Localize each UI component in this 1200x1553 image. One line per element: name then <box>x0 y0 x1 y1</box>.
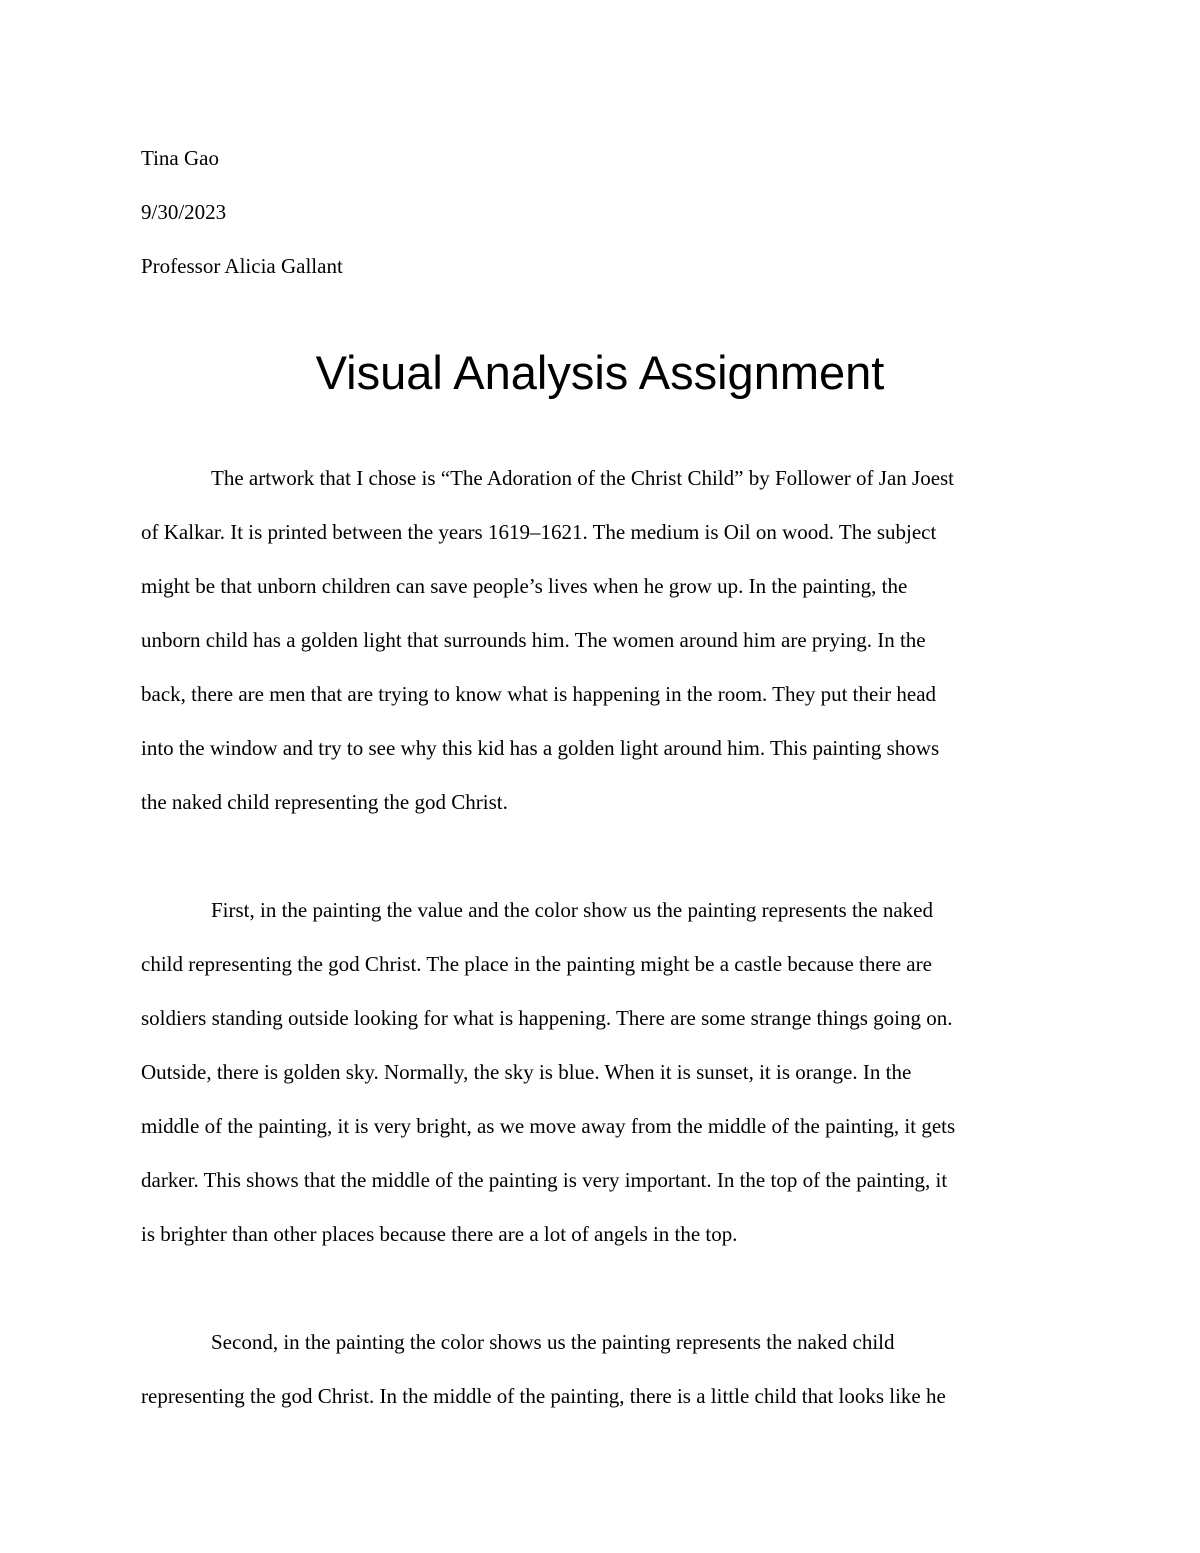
professor-name: Professor Alicia Gallant <box>141 254 343 278</box>
paragraph-line: Second, in the painting the color shows us the painting represents the naked child <box>211 1330 895 1354</box>
paragraph-line: The artwork that I chose is “The Adoration of the Christ Child” by Follower of Jan Joest <box>211 466 955 490</box>
paragraph-line: is brighter than other places because there are a lot of angels in the top. <box>141 1222 738 1246</box>
paragraph-line: child representing the god Christ. The place in the painting might be a castle because there are <box>141 952 932 976</box>
paragraph-line: middle of the painting, it is very bright, as we move away from the middle of the painting, it gets <box>141 1114 956 1138</box>
paragraph-line: representing the god Christ. In the middle of the painting, there is a little child that looks like he <box>141 1384 946 1408</box>
paragraph-line: soldiers standing outside looking for what is happening. There are some strange things going on. <box>141 1006 953 1030</box>
paragraph-line: First, in the painting the value and the color show us the painting represents the naked <box>211 898 933 922</box>
paragraph-line: of Kalkar. It is printed between the years 1619–1621. The medium is Oil on wood. The subject <box>141 520 937 544</box>
author-name: Tina Gao <box>141 146 219 170</box>
paragraph-line: darker. This shows that the middle of the painting is very important. In the top of the painting, it <box>141 1168 948 1192</box>
document-title: Visual Analysis Assignment <box>315 346 885 399</box>
paragraph-line: into the window and try to see why this kid has a golden light around him. This painting shows <box>141 736 940 760</box>
paragraph-line: might be that unborn children can save people’s lives when he grow up. In the painting, the <box>141 574 908 598</box>
paragraph-line: back, there are men that are trying to know what is happening in the room. They put their head <box>141 682 937 706</box>
assignment-date: 9/30/2023 <box>141 200 227 224</box>
paragraph-line: the naked child representing the god Christ. <box>141 790 508 814</box>
paragraph-line: Outside, there is golden sky. Normally, the sky is blue. When it is sunset, it is orange. In the <box>141 1060 912 1084</box>
paragraph-line: unborn child has a golden light that surrounds him. The women around him are prying. In the <box>141 628 926 652</box>
